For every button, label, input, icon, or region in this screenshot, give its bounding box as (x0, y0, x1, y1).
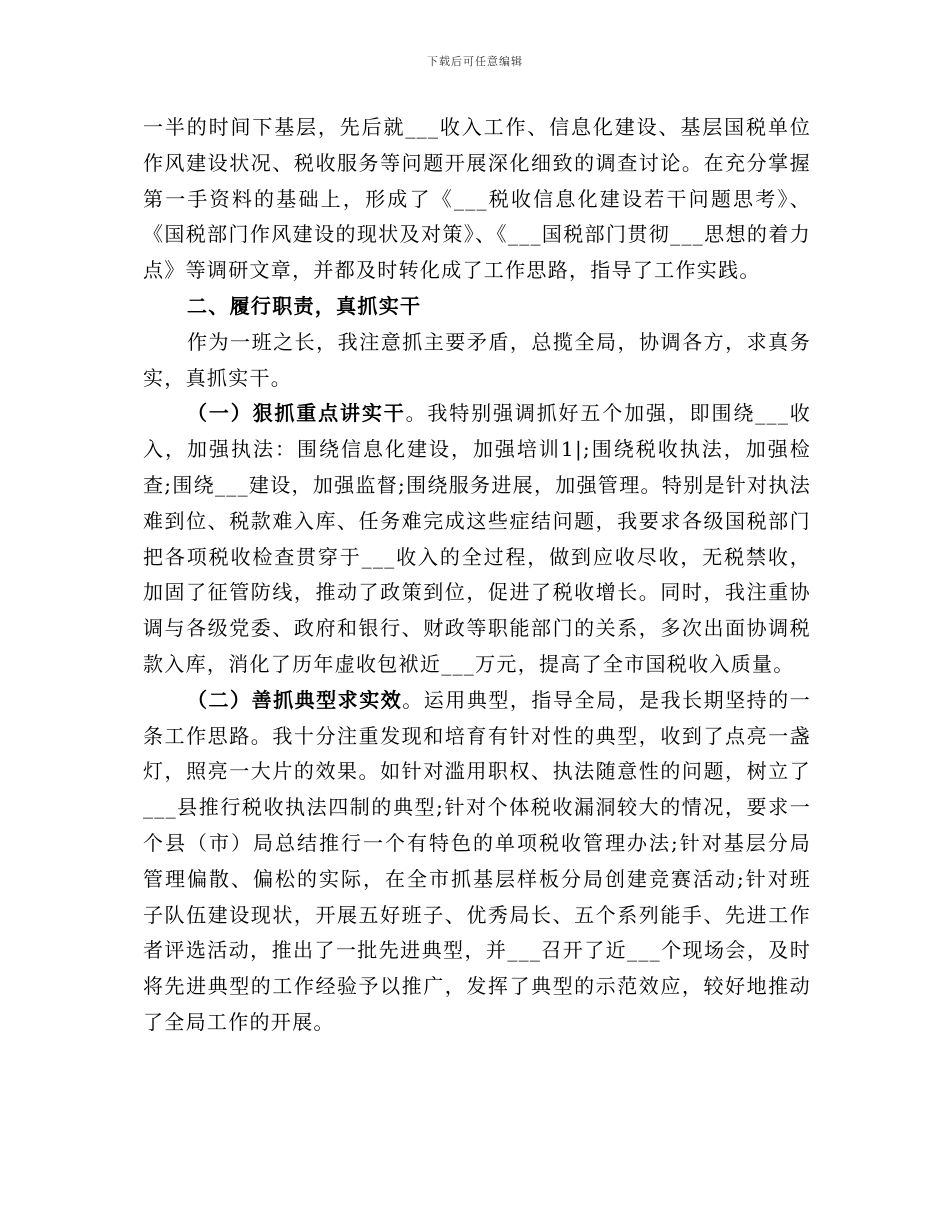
paragraph-intro (143, 325, 811, 397)
section-heading (143, 289, 811, 325)
subsection-lead: （一）狠抓重点讲实干 (187, 401, 406, 426)
subsection-lead: （二）善抓典型求实效 (187, 687, 403, 712)
paragraph-text: 一半的时间下基层，先后就___收入工作、信息化建设、基层国税单位作风建设状况、税收服务等问题开展深化细致的调查讨论。在充分掌握第一手资料的基础上，形成了《___税收信息化建设若干问题思考》、《国税部门作风建设的现状及对策》、《___国税部门贯彻___思想的着力点》等调研文章，并都及时转化成了工作思路，指导了工作实践。 (143, 115, 811, 283)
heading-text: 二、履行职责，真抓实干 (187, 293, 422, 318)
page-header: 下载后可任意编辑 (427, 55, 523, 68)
paragraph-focus-key-points (143, 396, 811, 682)
document-body (143, 110, 811, 1041)
paragraph-text: 。运用典型，指导全局，是我长期坚持的一条工作思路。我十分注重发现和培育有针对性的典型，收到了点亮一盏灯，照亮一大片的效果。如针对滥用职权、执法随意性的问题，树立了___县推行税收执法四制的典型;针对个体税收漏洞较大的情况，要求一个县（市）局总结推行一个有特色的单项税收管理办法;针对基层分局管理偏散、偏松的实际，在全市抓基层样板分局创建竞赛活动;针对班子队伍建设现状，开展五好班子、优秀局长、五个系列能手、先进工作者评选活动，推出了一批先进典型，并___召开了近___个现场会，及时将先进典型的工作经验予以推广，发挥了典型的示范效应，较好地推动了全局工作的开展。 (143, 687, 811, 1034)
paragraph-text: 。我特别强调抓好五个加强，即围绕___收入，加强执法：围绕信息化建设，加强培训1|;围绕税收执法，加强检查;围绕___建设，加强监督;围绕服务进展，加强管理。特别是针对执法难到位、税款难入库、任务难完成这些症结问题，我要求各级国税部门把各项税收检查贯穿于___收入的全过程，做到应收尽收，无税禁收，加固了征管防线，推动了政策到位，促进了税收增长。同时，我注重协调与各级党委、政府和银行、财政等职能部门的关系，多次出面协调税款入库，消化了历年虚收包袱近___万元，提高了全市国税收入质量。 (143, 401, 812, 676)
paragraph-text: 作为一班之长，我注意抓主要矛盾，总揽全局，协调各方，求真务实，真抓实干。 (143, 329, 811, 390)
paragraph-research (143, 110, 811, 289)
paragraph-typical-examples (143, 683, 811, 1041)
